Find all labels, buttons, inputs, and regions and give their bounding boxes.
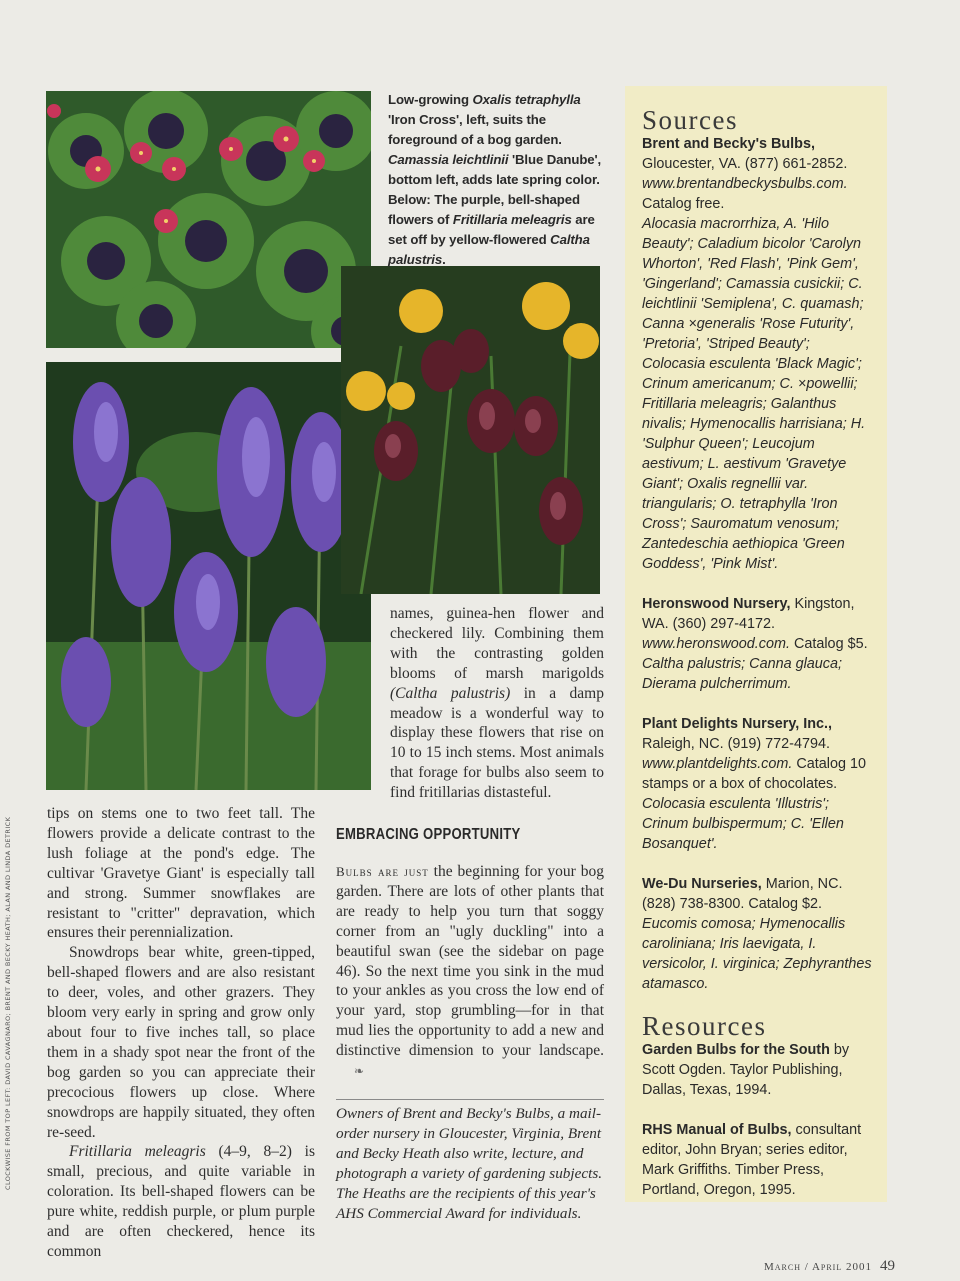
source-entry: Heronswood Nursery, Kingston, WA. (360) 297-4172. www.heronswood.com. Catalog $5. Caltha palustris; Canna glauca; Dierama pulcherrimum. (642, 596, 868, 692)
section-heading: EMBRACING OPPORTUNITY (336, 826, 521, 843)
source-entry: Plant Delights Nursery, Inc., Raleigh, NC. (919) 772-4794. www.plantdelights.com. Catalog 10 stamps or a box of chocolates. Colocasia esculenta 'Illustris'; Crinum bulbispermum; C. 'Ellen Bosanquet'. (642, 716, 866, 852)
source-entry: We-Du Nurseries, Marion, NC. (828) 738-8300. Catalog $2. Eucomis comosa; Hymenocallis caroliniana; Iris laevigata, I. versicolor, I. virginica; Zephyranthes atamasco. (642, 876, 872, 992)
article-column-2 (336, 862, 604, 1082)
sidebar-content (642, 86, 874, 1200)
photo-fritillaria (341, 266, 600, 594)
photo-caption: Low-growing Oxalis tetraphylla 'Iron Cross', left, suits the foreground of a bog garden. Camassia leichtlinii 'Blue Danube', bottom left, adds late spring color. Below: The purple, bell-shaped flowers of Fritillaria meleagris are set off by yellow-flowered Caltha palustris. (388, 92, 602, 267)
divider (336, 1099, 604, 1100)
page-folio (764, 1258, 895, 1275)
photo-oxalis (46, 91, 371, 348)
photo-credit: CLOCKWISE FROM TOP LEFT: DAVID CAVAGNARO; BRENT AND BECKY HEATH; ALAN AND LINDA DETRICK (4, 816, 12, 1190)
sidebar-sources (625, 86, 887, 1202)
paragraph: Fritillaria meleagris (4–9, 8–2) is small, precious, and quite variable in coloration. Its bell-shaped flowers can be pure white, reddish purple, or plum purple and are often checkered, hence its common (47, 1143, 316, 1260)
issue-date: March / April 2001 (764, 1261, 872, 1273)
source-entry: Brent and Becky's Bulbs, Gloucester, VA. (877) 661-2852. www.brentandbeckysbulbs.com. Catalog free. Alocasia macrorrhiza, A. 'Hilo Beauty'; Caladium bicolor 'Carolyn Whorton', 'Red Flash', 'Pink Gem', 'Gingerland'; Camassia cusickii; C. leichtlinii 'Semiplena', C. quamash; Canna ×generalis 'Rose Futurity', 'Pretoria', 'Striped Beauty'; Colocasia esculenta 'Black Magic'; Crinum americanum; C. ×powellii; Fritillaria meleagris; Galanthus nivalis; Hymenocallis harrisiana; H. 'Sulphur Queen'; Leucojum aestivum; L. aestivum 'Gravetye Giant'; Oxalis regnellii var. triangularis; O. tetraphylla 'Iron Cross'; Sauromatum venosum; Zantedeschia aethiopica 'Green Goddess', 'Pink Mist'. (642, 136, 866, 572)
author-note: Owners of Brent and Becky's Bulbs, a mail-order nursery in Gloucester, Virginia, Brent and Becky Heath also write, lecture, and photograph a variety of gardening subjects. The Heaths are the recipients of this year's AHS Commercial Award for individuals. (336, 1105, 603, 1222)
sources-title: Sources (642, 105, 738, 135)
paragraph: Bulbs are just the beginning for your bog garden. There are lots of other plants that are ready to help you turn that soggy corner from an "ugly duckling" into a beautiful swan (see the sidebar on page 46). So the next time you sink in the mud to your ankles as you cross the low end of your yard, stop grumbling—for in that mud lies the opportunity to add a new and distinctive dimension to your landscape.❧ (336, 862, 604, 1082)
article-column-2-top (390, 604, 604, 803)
resource-entry: RHS Manual of Bulbs, consultant editor, John Bryan; series editor, Mark Griffiths. Timber Press, Portland, Oregon, 1995. (642, 1122, 862, 1198)
article-column-1 (47, 804, 315, 1262)
resources-title: Resources (642, 1011, 767, 1041)
lead-in: Bulbs are just (336, 864, 429, 879)
paragraph: names, guinea-hen flower and checkered lily. Combining them with the contrasting golden blooms of marsh marigolds (Caltha palustris) in a damp meadow is a wonderful way to display these flowers that rise on 10 to 15 inch stems. Most animals that forage for bulbs also seem to find fritillarias distasteful. (390, 605, 604, 802)
end-ornament-icon: ❧ (354, 1064, 365, 1079)
page-number: 49 (880, 1258, 895, 1274)
resource-entry: Garden Bulbs for the South by Scott Ogden. Taylor Publishing, Dallas, Texas, 1994. (642, 1042, 850, 1098)
paragraph: tips on stems one to two feet tall. The flowers provide a delicate contrast to the lush foliage at the pond's edge. The cultivar 'Gravetye Giant' is especially tall and strong. Summer snowflakes are resistant to "critter" depravation, which ensures their perennialization. (47, 805, 315, 942)
paragraph: Snowdrops bear white, green-tipped, bell-shaped flowers and are also resistant to deer, voles, and other grazers. They bloom very early in spring and grow only about four to five inches tall, so place them in a shady spot near the front of the bog garden so you can appreciate their precocious flowers up close. Where snowdrops are happily situated, they often re-seed. (47, 944, 315, 1141)
photo-camassia (46, 362, 371, 790)
